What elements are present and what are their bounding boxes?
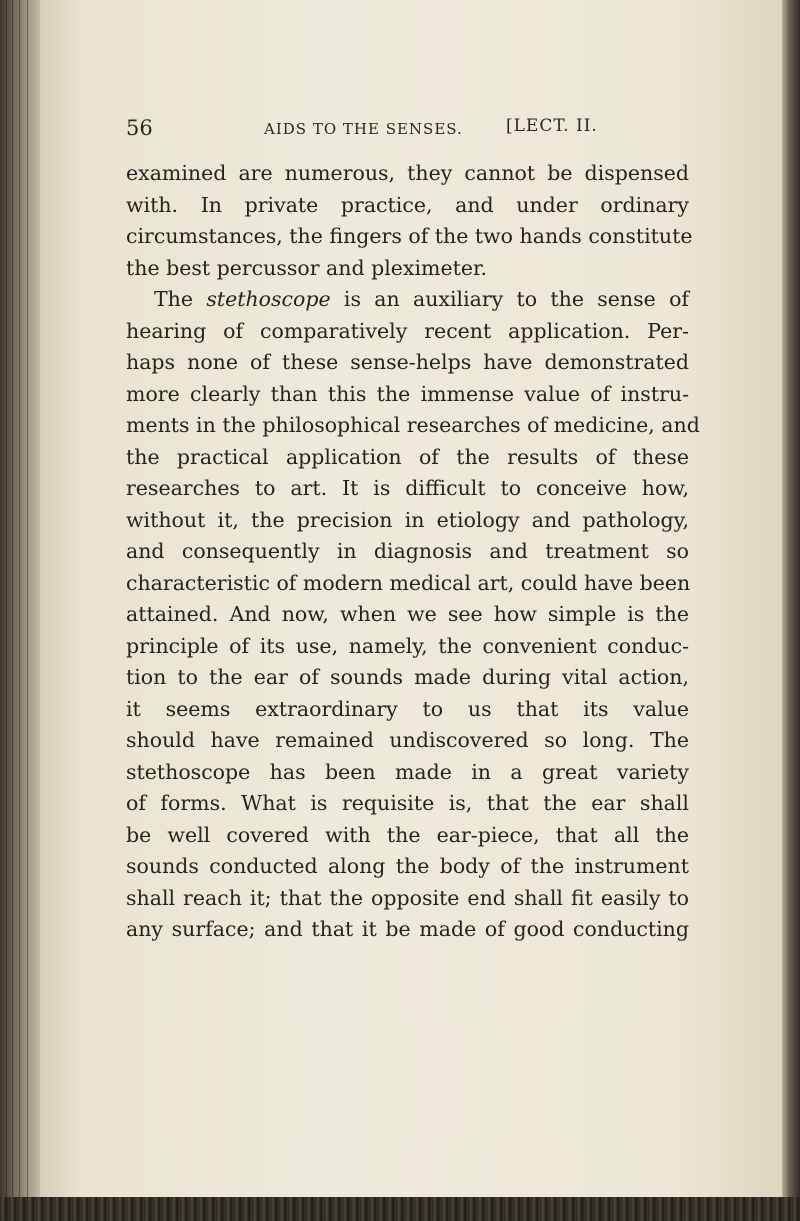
- running-header: [126, 116, 686, 146]
- emphasized-term: stethoscope: [206, 287, 331, 311]
- text-line: shall reach it; that the opposite end shall fit easily to: [126, 885, 689, 910]
- text-line: be well covered with the ear-piece, that all the: [126, 822, 689, 847]
- paragraph-first-line: [126, 284, 689, 316]
- lecture-reference: [LECT. II.: [506, 116, 598, 136]
- text-line: stethoscope has been made in a great variety: [126, 759, 689, 784]
- text-line: attained. And now, when we see how simple is the: [126, 602, 689, 626]
- text-line: the best percussor and pleximeter.: [126, 255, 488, 280]
- text-line: circumstances, the fingers of the two hands constitute: [126, 224, 693, 248]
- page-edge: [782, 0, 800, 1221]
- body-text: [126, 158, 700, 946]
- text-line: ments in the philosophical researches of medicine, and: [126, 413, 700, 437]
- text-line: examined are numerous, they cannot be dispensed: [126, 161, 689, 185]
- text-line: principle of its use, namely, the convenient conduc-: [126, 633, 689, 658]
- book-gutter: [0, 0, 42, 1221]
- text-line: tion to the ear of sounds made during vital action,: [126, 665, 689, 689]
- text-line: sounds conducted along the body of the instrument: [126, 854, 689, 878]
- paragraph-lead: The: [154, 287, 207, 311]
- text-line: the practical application of the results of these: [126, 444, 689, 469]
- text-line: any surface; and that it be made of good conducting: [126, 917, 689, 941]
- page-number: 56: [126, 116, 153, 140]
- bottom-edge: [0, 1197, 800, 1221]
- text-line: without it, the precision in etiology and pathology,: [126, 507, 689, 532]
- text-line: of forms. What is requisite is, that the ear shall: [126, 791, 689, 815]
- text-line: with. In private practice, and under ordinary: [126, 192, 689, 217]
- running-title: AIDS TO THE SENSES.: [264, 120, 463, 138]
- text-line: it seems extraordinary to us that its value: [126, 696, 689, 721]
- text-line: and consequently in diagnosis and treatment so: [126, 539, 689, 563]
- text-line: haps none of these sense-helps have demonstrated: [126, 350, 689, 374]
- text-line: hearing of comparatively recent application. Per-: [126, 318, 689, 343]
- text-line: should have remained undiscovered so long. The: [126, 728, 689, 752]
- text-line: researches to art. It is difficult to conceive how,: [126, 476, 689, 500]
- text-line: more clearly than this the immense value of instru-: [126, 381, 689, 406]
- text-line: characteristic of modern medical art, could have been: [126, 570, 691, 595]
- paragraph-rest: is an auxiliary to the sense of: [330, 287, 689, 311]
